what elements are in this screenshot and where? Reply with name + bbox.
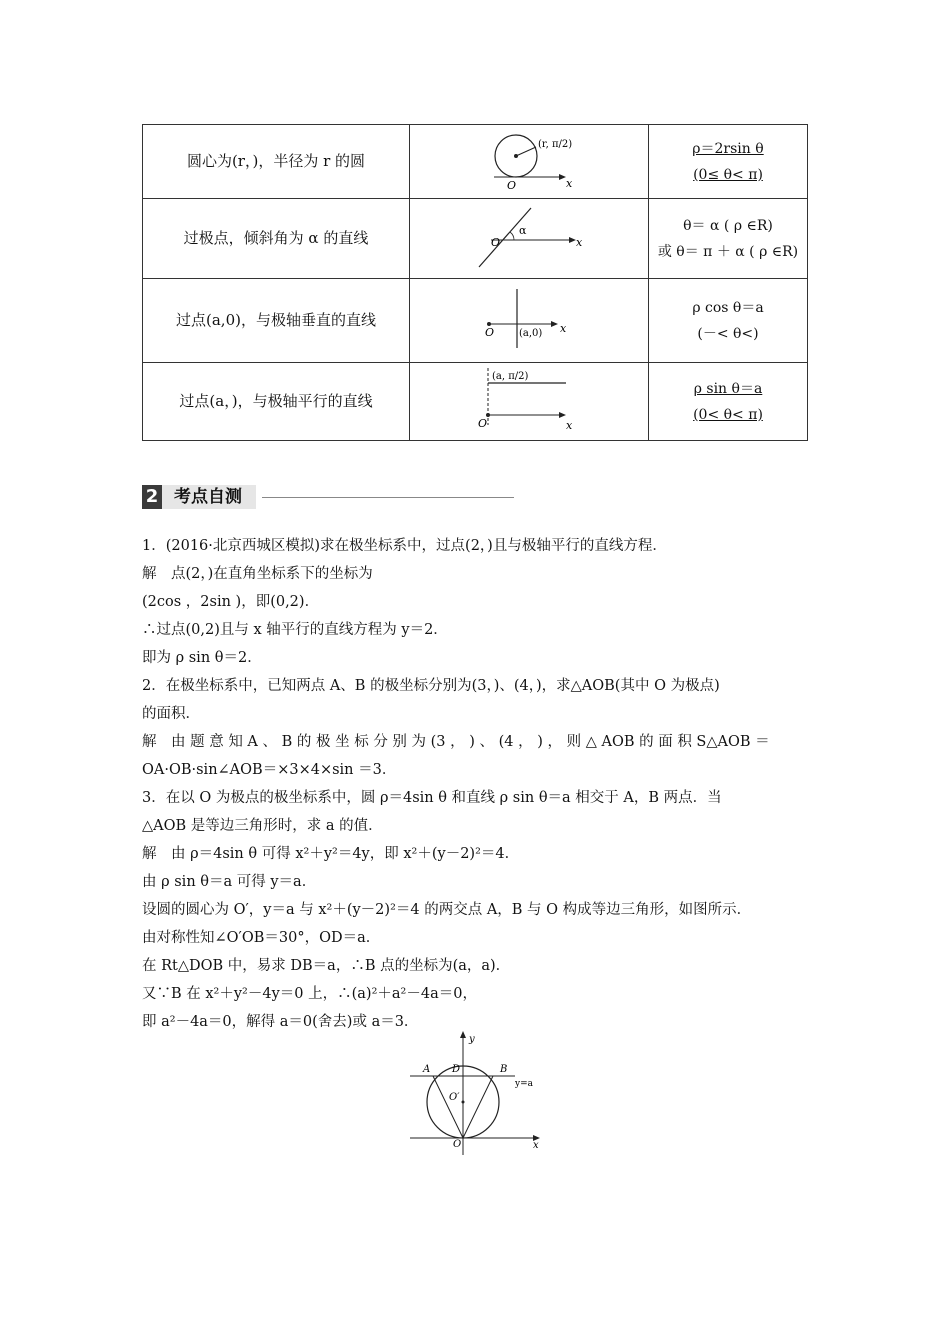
equation-range: (0≤ θ< π) [693, 166, 763, 183]
table-row [143, 279, 808, 363]
row-equation [649, 199, 808, 279]
equation-alt: 或 θ＝ π ＋ α ( ρ ∈R) [657, 243, 799, 260]
fig-label: y [469, 1034, 475, 1045]
problem-3: 3．在以 O 为极点的极坐标系中，圆 ρ＝4sin θ 和直线 ρ sin θ＝a 相交于 A，B 两点．当 [142, 790, 722, 806]
fig-label: α [519, 223, 527, 237]
table-row [143, 125, 808, 199]
fig-label: (a,0) [519, 327, 543, 339]
fig-label: O [507, 178, 517, 191]
solution-line: 解 点(2，)在直角坐标系下的坐标为 [142, 566, 373, 582]
fig-label: B [500, 1064, 508, 1075]
problem-1: 1．(2016·北京西城区模拟)求在极坐标系中，过点(2，)且与极轴平行的直线方程． [142, 538, 667, 554]
problem-2-cont: 的面积． [142, 706, 200, 722]
fig-label: O [453, 1139, 462, 1150]
fig-label: y=a [515, 1079, 533, 1089]
fig-label: O [491, 235, 501, 249]
fig-label: O [485, 325, 495, 339]
line-through-pole-figure [410, 199, 649, 279]
fig-label: x [566, 176, 573, 190]
section-divider [262, 497, 514, 498]
row-equation [649, 363, 808, 441]
polar-equations-table [142, 124, 808, 441]
row-description: 过点(a，)，与极轴平行的直线 [143, 363, 410, 441]
equation-range: (－< θ<) [697, 325, 759, 342]
equation-main: ρ＝2rsin θ [692, 140, 764, 157]
fig-label: A [423, 1064, 431, 1075]
solution-line: 解 由 ρ＝4sin θ 可得 x²＋y²＝4y，即 x²＋(y－2)²＝4． [142, 846, 520, 862]
solution-line: 解 由 题 意 知 A 、 B 的 极 坐 标 分 别 为 (3 ， ) 、 (4 ， ) ， 则 △ AOB 的 面 积 S△AOB ＝ [142, 734, 770, 750]
fig-label: x [576, 235, 583, 249]
fig-label: (r, π/2) [538, 138, 573, 150]
equation-main: ρ cos θ＝a [692, 299, 764, 316]
solution-line: 由对称性知∠O′OB＝30°，OD＝a． [142, 930, 381, 946]
fig-label: (a, π/2) [492, 370, 529, 382]
circle-triangle-figure [405, 1030, 550, 1160]
equation-range: (0< θ< π) [693, 406, 763, 423]
problem-3-cont: △AOB 是等边三角形时，求 a 的值． [142, 818, 383, 834]
row-description: 圆心为(r，)，半径为 r 的圆 [143, 125, 410, 199]
fig-label: D [452, 1064, 461, 1075]
solution-line: OA·OB·sin∠AOB＝×3×4×sin ＝3． [142, 762, 397, 778]
fig-label: x [560, 321, 567, 335]
circle-figure [410, 125, 649, 199]
solution-line: 即为 ρ sin θ＝2． [142, 650, 262, 666]
solution-line: 在 Rt△DOB 中，易求 DB＝a，∴B 点的坐标为(a，a)． [142, 958, 511, 974]
section-title: 考点自测 [162, 485, 256, 509]
fig-label: x [533, 1140, 539, 1151]
problem-2: 2．在极坐标系中，已知两点 A、B 的极坐标分别为(3，)、(4，)，求△AOB(其中 O 为极点) [142, 678, 720, 694]
equation-main: ρ sin θ＝a [693, 380, 763, 397]
row-description: 过极点，倾斜角为 α 的直线 [143, 199, 410, 279]
solution-line: (2cos ，2sin )，即(0,2)． [142, 594, 320, 610]
horizontal-line-figure [410, 363, 649, 441]
table-row [143, 363, 808, 441]
equation-main: θ＝ α ( ρ ∈R) [683, 217, 773, 234]
table-row [143, 199, 808, 279]
row-equation [649, 279, 808, 363]
solution-line: 即 a²－4a＝0，解得 a＝0(舍去)或 a＝3． [142, 1014, 419, 1030]
section-heading [142, 484, 514, 510]
section-number: 2 [142, 485, 162, 509]
vertical-line-figure [410, 279, 649, 363]
solution-line: 由 ρ sin θ＝a 可得 y＝a． [142, 874, 317, 890]
row-description: 过点(a,0)，与极轴垂直的直线 [143, 279, 410, 363]
fig-label: O [478, 416, 488, 430]
fig-label: x [566, 418, 573, 432]
row-equation [649, 125, 808, 199]
solution-line: 又∵B 在 x²＋y²－4y＝0 上，∴(a)²＋a²－4a＝0， [142, 986, 477, 1002]
fig-label: O′ [449, 1092, 460, 1103]
solution-line: 设圆的圆心为 O′，y＝a 与 x²＋(y－2)²＝4 的两交点 A，B 与 O 构成等边三角形，如图所示． [142, 902, 752, 918]
solution-line: ∴过点(0,2)且与 x 轴平行的直线方程为 y＝2． [142, 622, 448, 638]
